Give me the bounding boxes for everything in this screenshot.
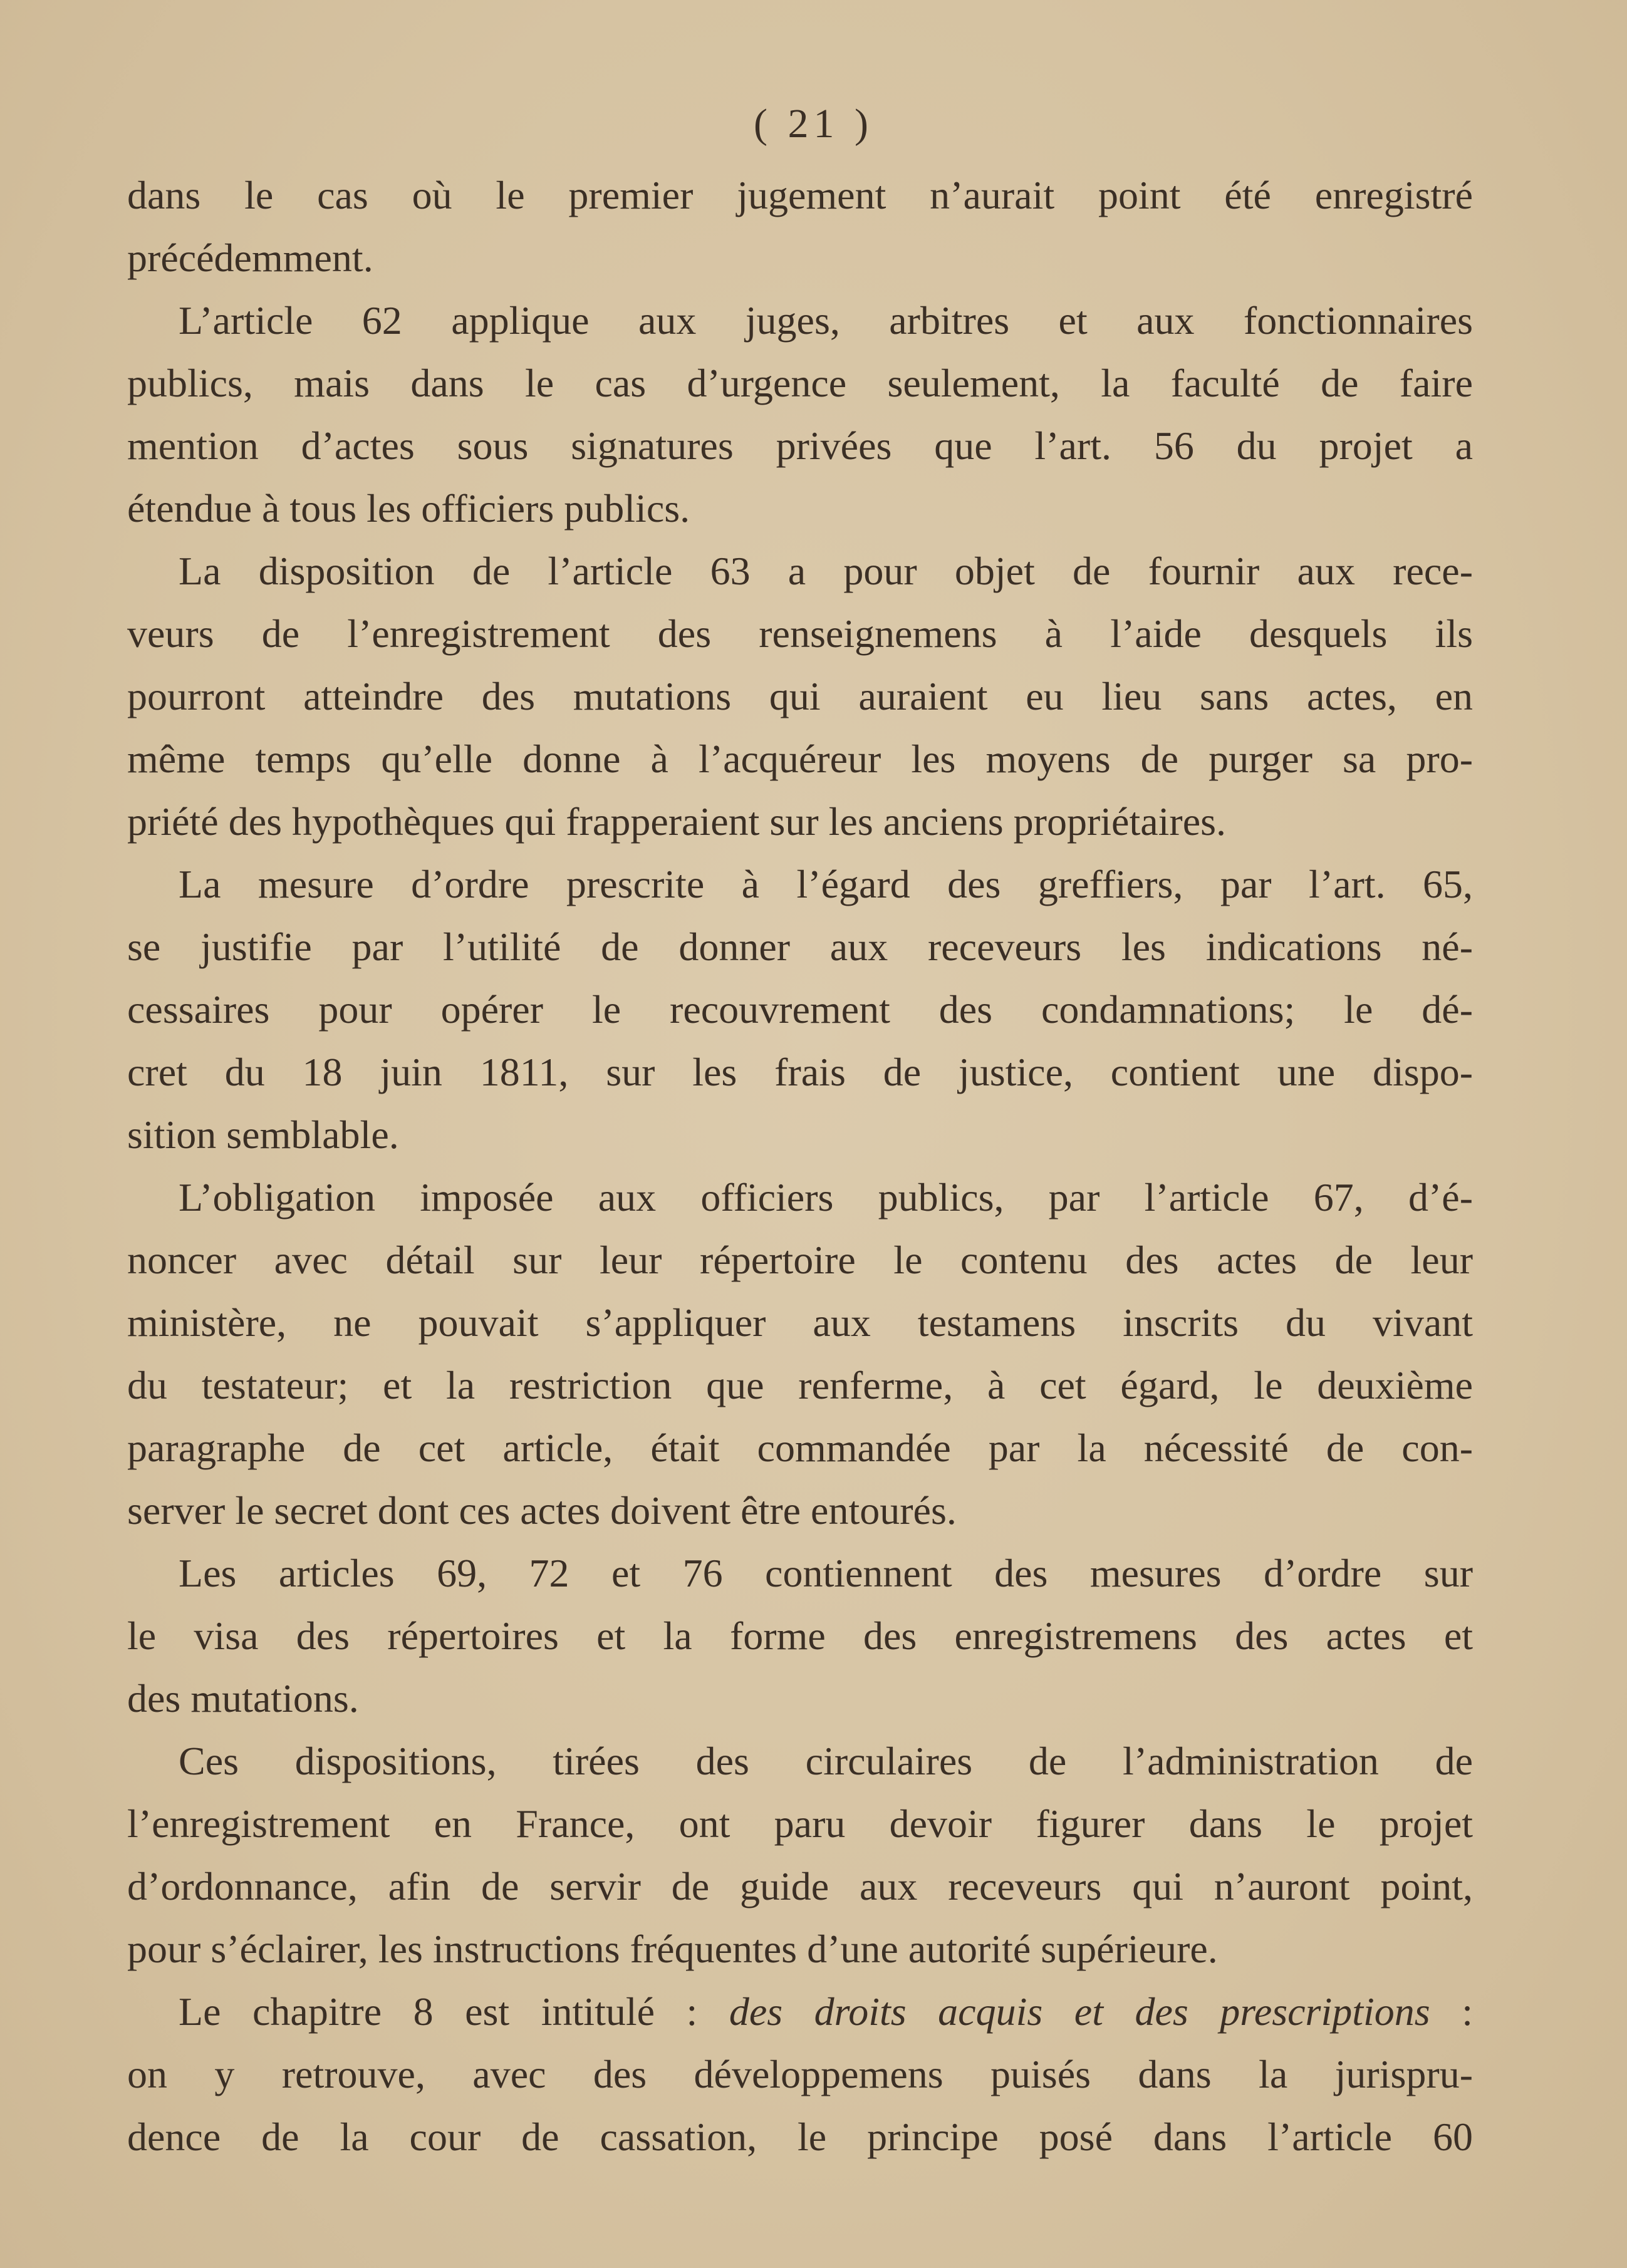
text-line — [127, 978, 1473, 1041]
line-text: précédemment. — [127, 236, 373, 280]
text-line — [127, 1229, 1473, 1292]
line-text: Le chapitre 8 est intitulé : — [179, 1989, 729, 2034]
line-text: server le secret dont ces actes doivent être entourés. — [127, 1488, 957, 1533]
text-line — [127, 477, 1473, 540]
text-line — [127, 853, 1473, 916]
text-line — [127, 1793, 1473, 1855]
text-line — [127, 728, 1473, 790]
text-line — [127, 2106, 1473, 2168]
line-text: mention d’actes sous signatures privées que l’art. 56 du projet a — [127, 423, 1473, 468]
line-text: paragraphe de cet article, était commandée par la nécessité de con- — [127, 1426, 1473, 1470]
text-line — [127, 1292, 1473, 1354]
line-text: Ces dispositions, tirées des circulaires de l’administration de — [179, 1739, 1473, 1783]
line-text: se justifie par l’utilité de donner aux receveurs les indications né- — [127, 924, 1473, 969]
text-line — [127, 227, 1473, 289]
line-text: priété des hypothèques qui frapperaient sur les anciens propriétaires. — [127, 799, 1227, 844]
body-text — [127, 164, 1473, 2168]
line-text: le visa des répertoires et la forme des enregistremens des actes et — [127, 1613, 1473, 1658]
text-line — [127, 1417, 1473, 1479]
text-line — [127, 352, 1473, 415]
text-line — [127, 1104, 1473, 1166]
text-line — [127, 790, 1473, 853]
text-line — [127, 2043, 1473, 2106]
text-line — [127, 1855, 1473, 1918]
line-text: veurs de l’enregistrement des renseignemens à l’aide desquels ils — [127, 611, 1473, 656]
text-line — [127, 603, 1473, 665]
line-text: sition semblable. — [127, 1112, 399, 1157]
line-text: La mesure d’ordre prescrite à l’égard des greffiers, par l’art. 65, — [179, 862, 1473, 906]
text-line — [127, 415, 1473, 477]
line-text: du testateur; et la restriction que renferme, à cet égard, le deuxième — [127, 1363, 1473, 1407]
text-line — [127, 1542, 1473, 1605]
text-line — [127, 164, 1473, 227]
text-line — [127, 1354, 1473, 1417]
text-line — [127, 1166, 1473, 1229]
line-text: même temps qu’elle donne à l’acquéreur les moyens de purger sa pro- — [127, 737, 1473, 781]
text-line — [127, 665, 1473, 728]
line-text: d’ordonnance, afin de servir de guide aux receveurs qui n’auront point, — [127, 1864, 1473, 1908]
text-line — [127, 1918, 1473, 1981]
text-line — [127, 289, 1473, 352]
line-text: dence de la cour de cassation, le principe posé dans l’article 60 — [127, 2115, 1473, 2159]
line-text: cret du 18 juin 1811, sur les frais de justice, contient une dispo- — [127, 1050, 1473, 1094]
line-text: des mutations. — [127, 1676, 359, 1721]
line-text: l’enregistrement en France, ont paru devoir figurer dans le projet — [127, 1801, 1473, 1846]
line-text: pourront atteindre des mutations qui auraient eu lieu sans actes, en — [127, 674, 1473, 718]
text-line — [127, 1479, 1473, 1542]
text-line — [127, 1667, 1473, 1730]
page-number: ( 21 ) — [754, 101, 873, 147]
text-line — [127, 1981, 1473, 2043]
line-text: on y retrouve, avec des développemens puisés dans la jurispru- — [127, 2052, 1473, 2096]
text-line — [127, 1041, 1473, 1104]
line-text: étendue à tous les officiers publics. — [127, 486, 690, 531]
line-text: noncer avec détail sur leur répertoire le contenu des actes de leur — [127, 1238, 1473, 1282]
line-text: dans le cas où le premier jugement n’aurait point été enregistré — [127, 173, 1473, 217]
line-text: ministère, ne pouvait s’appliquer aux testamens inscrits du vivant — [127, 1300, 1473, 1345]
text-line — [127, 1730, 1473, 1793]
line-text: La disposition de l’article 63 a pour objet de fournir aux rece- — [179, 549, 1473, 593]
text-line — [127, 540, 1473, 603]
italic-title: des droits acquis et des prescriptions — [729, 1989, 1430, 2034]
text-line — [127, 1605, 1473, 1667]
line-text: cessaires pour opérer le recouvrement des condamnations; le dé- — [127, 987, 1473, 1032]
line-text: L’obligation imposée aux officiers publics, par l’article 67, d’é- — [179, 1175, 1473, 1219]
line-text: publics, mais dans le cas d’urgence seulement, la faculté de faire — [127, 361, 1473, 405]
line-text: Les articles 69, 72 et 76 contiennent des mesures d’ordre sur — [179, 1551, 1473, 1595]
line-text-after: : — [1430, 1989, 1474, 2034]
line-text: pour s’éclairer, les instructions fréquentes d’une autorité supérieure. — [127, 1927, 1218, 1971]
text-line — [127, 916, 1473, 978]
line-text: L’article 62 applique aux juges, arbitres et aux fonctionnaires — [179, 298, 1473, 343]
